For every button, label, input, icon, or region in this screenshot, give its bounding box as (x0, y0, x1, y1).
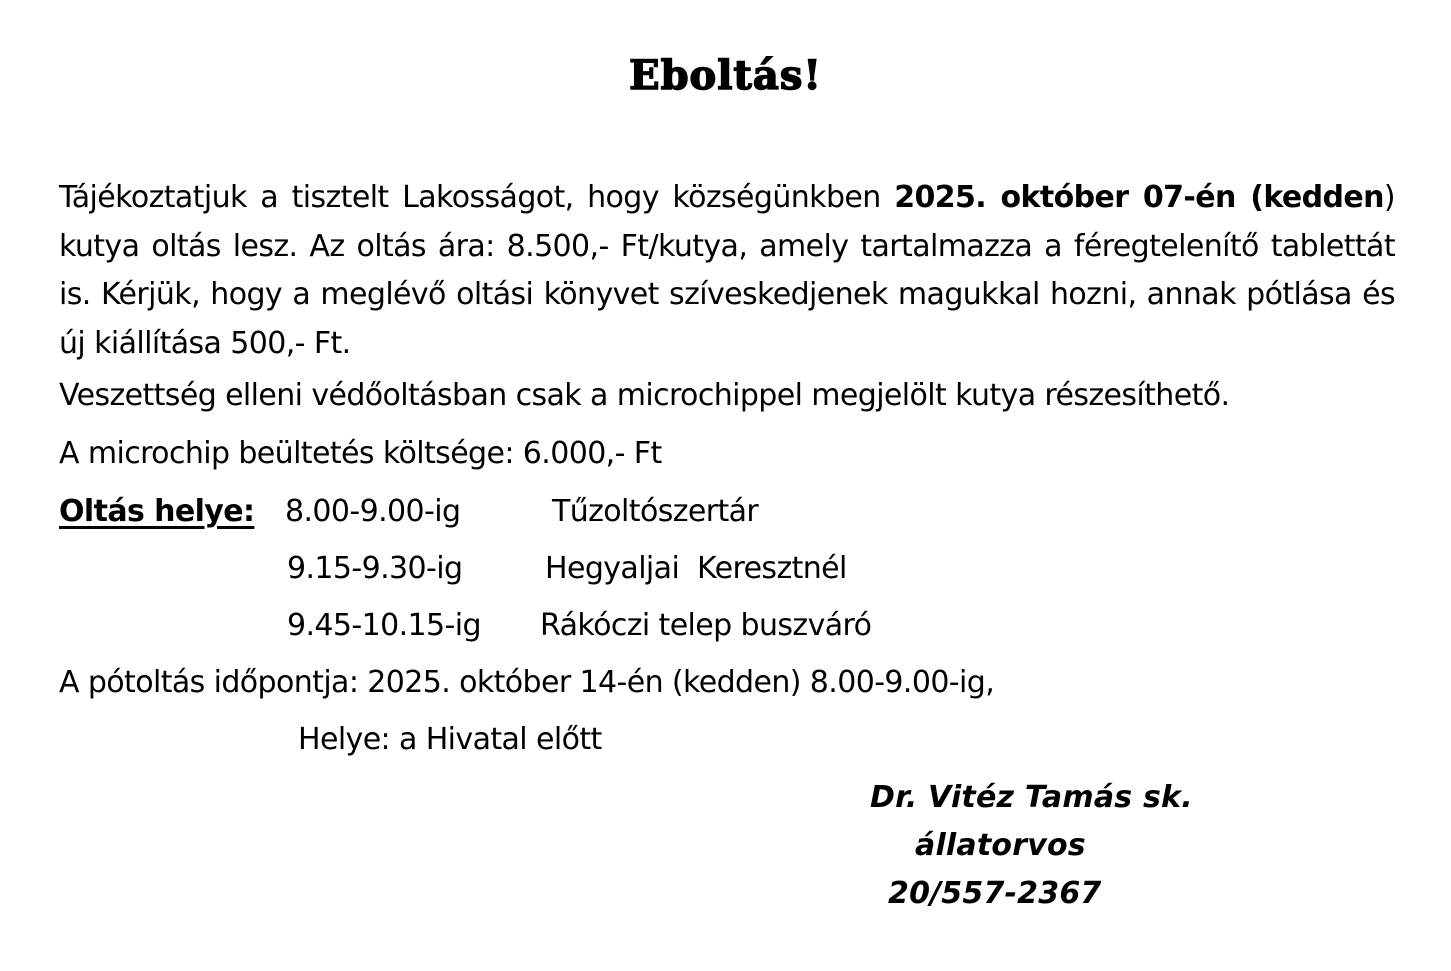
intro-text-1: Tájékoztatjuk a tisztelt Lakosságot, hogy községünkben (59, 180, 895, 215)
makeup-place: Helye: a Hivatal előtt (298, 722, 602, 757)
signature-role: állatorvos (915, 828, 1086, 863)
signature-phone: 20/557-2367 (888, 876, 1102, 911)
intro-paragraph (59, 174, 1395, 368)
location-place-1: Tűzoltószertár (552, 494, 759, 529)
location-place-2: Hegyaljai Keresztnél (545, 551, 847, 586)
location-time-2: 9.15-9.30-ig (287, 551, 463, 586)
intro-text-2: ) kutya oltás lesz. Az oltás ára: 8.500,- Ft/kutya, amely tartalmazza a féregtelenítő tablettát is. Kérjük, hogy a meglévő oltási könyvet szíveskedjenek magukkal hozni, annak pótlása és új kiállítása 500,- Ft. (59, 180, 1395, 361)
location-time-1: 8.00-9.00-ig (285, 494, 461, 529)
locations-label: Oltás helye: (59, 494, 255, 529)
location-place-3: Rákóczi telep buszváró (540, 608, 872, 643)
notice-title: Eboltás! (629, 52, 822, 99)
rabies-note: Veszettség elleni védőoltásban csak a microchippel megjelölt kutya részesíthető. (59, 378, 1230, 413)
vaccination-date: 2025. október 07-én (kedden (894, 180, 1384, 215)
signature-name: Dr. Vitéz Tamás sk. (870, 780, 1193, 815)
location-time-3: 9.45-10.15-ig (287, 608, 481, 643)
makeup-date: A pótoltás időpontja: 2025. október 14-én (kedden) 8.00-9.00-ig, (59, 665, 995, 700)
microchip-cost: A microchip beültetés költsége: 6.000,- Ft (59, 436, 662, 471)
